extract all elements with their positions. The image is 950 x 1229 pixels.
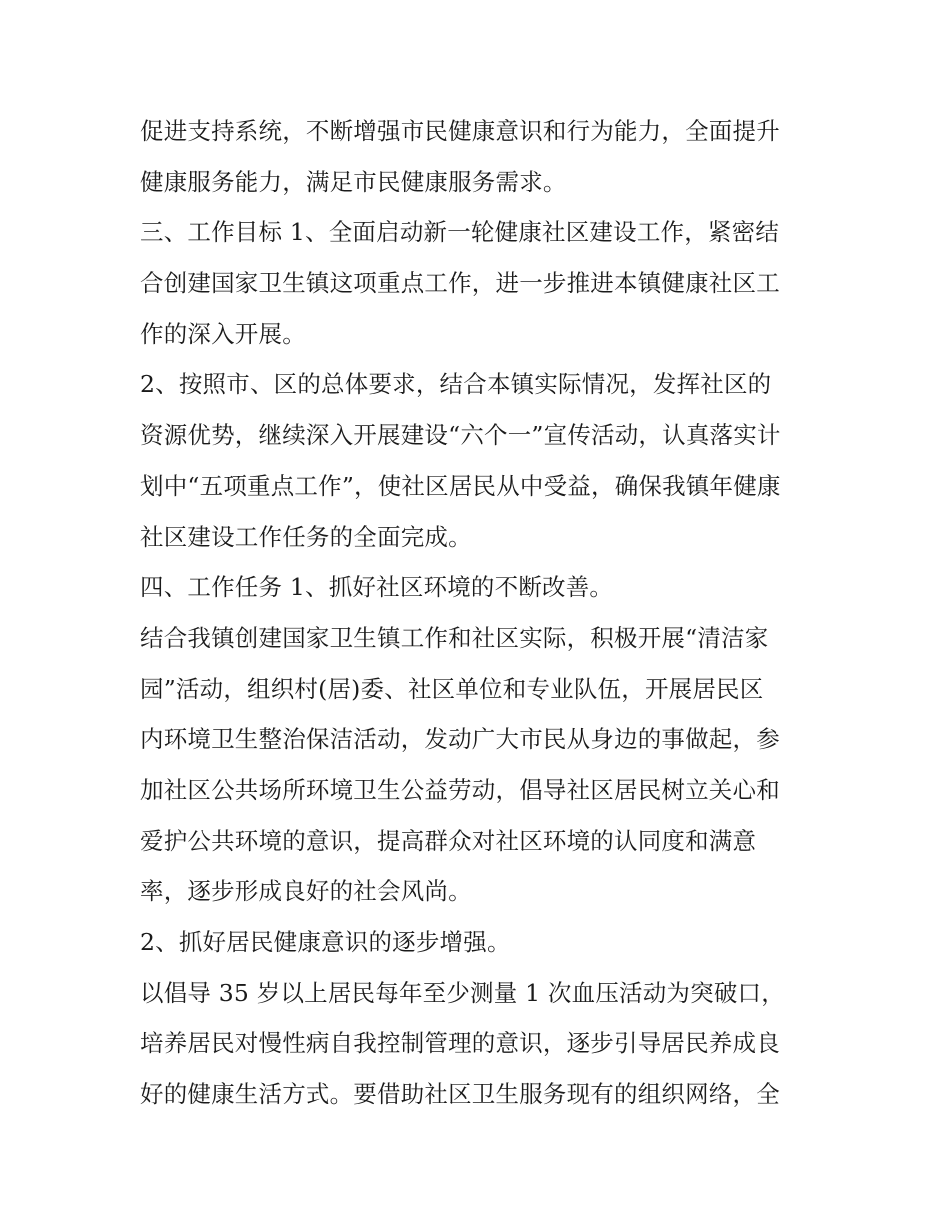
section-heading-line: 三、工作目标 1、全面启动新一轮健康社区建设工作，紧密结 — [140, 218, 780, 247]
document-body — [140, 106, 820, 1120]
text-line: 内环境卫生整治保洁活动，发动广大市民从身边的事做起，参 — [140, 725, 780, 754]
text-line: 促进支持系统，不断增强市民健康意识和行为能力，全面提升 — [140, 117, 780, 145]
text-line: 好的健康生活方式。要借助社区卫生服务现有的组织网络，全 — [140, 1080, 780, 1109]
text-line: 资源优势，继续深入开展建设“六个一”宣传活动，认真落实计 — [140, 421, 781, 450]
text-line: 健康服务能力，满足市民健康服务需求。 — [140, 167, 567, 196]
text-line: 园”活动，组织村(居)委、社区单位和专业队伍，开展居民区 — [140, 674, 764, 703]
text-line: 结合我镇创建国家卫生镇工作和社区实际，积极开展“清洁家 — [140, 623, 769, 652]
text-line: 培养居民对慢性病自我控制管理的意识，逐步引导居民养成良 — [140, 1029, 780, 1058]
text-line: 爱护公共环境的意识，提高群众对社区环境的认同度和满意 — [140, 826, 757, 855]
text-line: 合创建国家卫生镇这项重点工作，进一步推进本镇健康社区工 — [140, 269, 780, 298]
text-line: 划中“五项重点工作”，使社区居民从中受益，确保我镇年健康 — [140, 471, 781, 500]
text-line: 社区建设工作任务的全面完成。 — [140, 522, 472, 551]
text-line: 率，逐步形成良好的社会风尚。 — [140, 877, 472, 906]
text-line: 加社区公共场所环境卫生公益劳动，倡导社区居民树立关心和 — [140, 775, 780, 804]
section-heading-line: 四、工作任务 1、抓好社区环境的不断改善。 — [140, 573, 614, 602]
text-line: 2、按照市、区的总体要求，结合本镇实际情况，发挥社区的 — [140, 370, 772, 399]
text-line: 2、抓好居民健康意识的逐步增强。 — [140, 928, 511, 956]
text-line: 作的深入开展。 — [140, 319, 306, 348]
text-line: 以倡导 35 岁以上居民每年至少测量 1 次血压活动为突破口， — [140, 978, 785, 1007]
